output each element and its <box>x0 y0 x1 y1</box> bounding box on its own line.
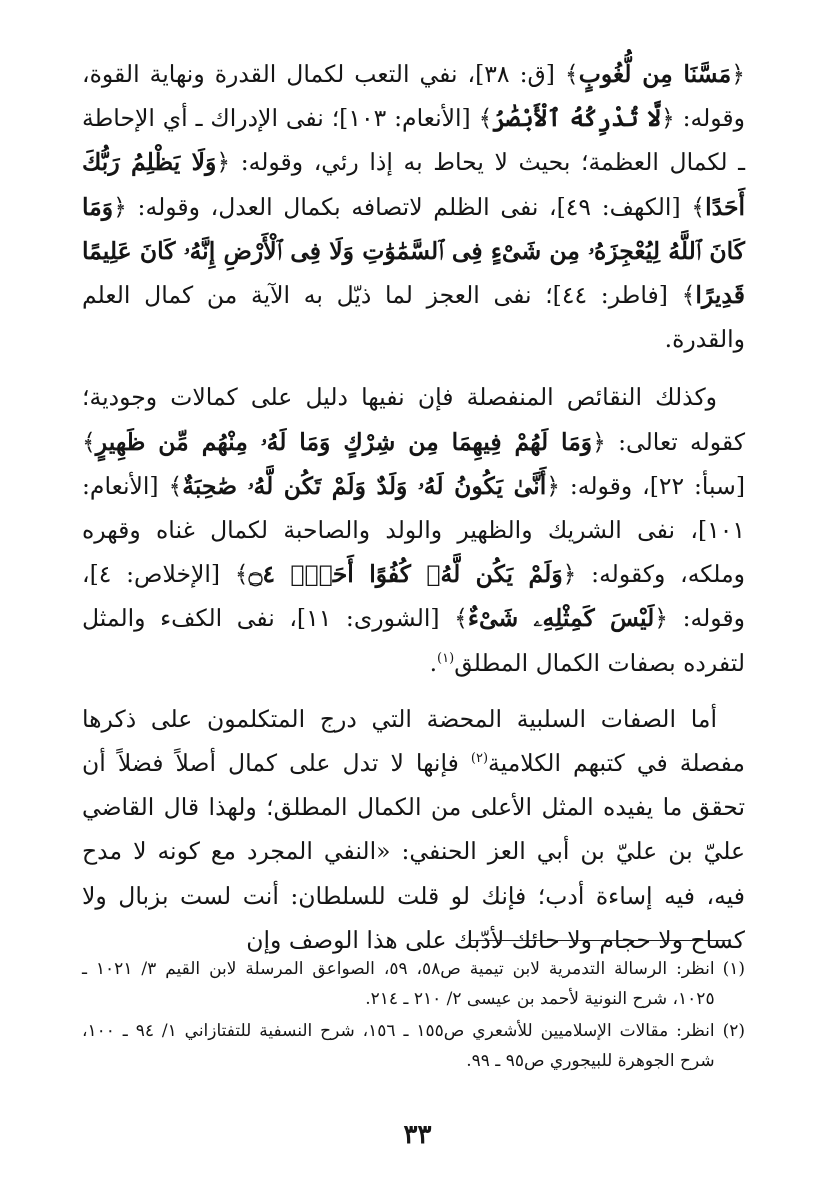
text-run: أما الصفات السلبية المحضة التي درج المتكلمون على ذكرها مفصلة في كتبهم الكلامية <box>82 704 745 778</box>
page-number: ٣٣ <box>403 1120 432 1150</box>
text-run: ﴾ [الكهف: ٤٩]، نفى الظلم لاتصافه بكمال العدل، وقوله: ﴿ <box>113 192 706 221</box>
page-body <box>82 52 745 962</box>
text-run: ﴾ [الأنعام: ١٠١]، نفى الشريك والظهير والولد والصاحبة لكمال غناه وقهره وملكه، وكقوله: ﴿ <box>82 471 745 589</box>
footnote-ref-2[interactable]: (٢) <box>470 751 489 767</box>
quran-verse: وَمَا لَهُمْ فِيهِمَا مِن شِرْكٍ وَمَا لَهُۥ مِنْهُم مِّن ظَهِيرٍ <box>95 427 593 456</box>
footnote-text: انظر: مقالات الإسلاميين للأشعري ص١٥٥ ـ ١٥٦، شرح النسفية للتفتازاني ١/ ٩٤ ـ ١٠٠، شرح الجوهرة للبيجوري ص٩٥ ـ ٩٩. <box>82 1021 715 1071</box>
footnote-number: (٢) <box>722 1021 745 1041</box>
footnote-number: (١) <box>722 959 745 979</box>
quran-verse: لَيْسَ كَمِثْلِهِۦ شَىْءٌ <box>467 604 655 633</box>
footnote-1 <box>82 954 745 1014</box>
paragraph-1 <box>82 52 745 361</box>
text-run: ﴾ [ق: ٣٨]، نفي التعب لكمال القدرة ونهاية القوة، وقوله: ﴿ <box>82 60 746 133</box>
text-run: فإنها لا تدل على كمال أصلاً فضلاً أن تحقق ما يفيده المثل الأعلى من الكمال المطلق؛ ولهذا قال القاضي عليّ بن عليّ بن أبي العز الحنفي: «النفي المجرد مع كونه لا مدح فيه، فيه إساءة أدب؛ فإنك لو قلت للسلطان: أنت لست بزبال ولا كساح ولا حجام ولا حائك لأدّبك على هذا الوصف وإن <box>82 749 745 954</box>
paragraph-2 <box>82 375 745 684</box>
footnote-text: انظر: الرسالة التدمرية لابن تيمية ص٥٨، ٥٩، الصواعق المرسلة لابن القيم ٣/ ١٠٢١ ـ ١٠٢٥، شرح النونية لأحمد بن عيسى ٢/ ٢١٠ ـ ٢١٤. <box>82 959 715 1009</box>
quran-verse: مَسَّنَا مِن لُّغُوبٍ <box>578 60 732 88</box>
quran-verse: وَلَمْ يَكُن لَّهُۥ كُفُوًا أَحَدٌۢ ۝٤ <box>248 560 563 589</box>
quran-verse: وَمَا كَانَ ٱللَّهُ لِيُعْجِزَهُۥ مِن شَىْءٍ فِى ٱلسَّمَٰوَٰتِ وَلَا فِى ٱلْأَرْضِ إِنَّهُۥ كَانَ عَلِيمًا قَدِيرًا <box>82 192 745 310</box>
quran-verse: أَنَّىٰ يَكُونُ لَهُۥ وَلَدٌ وَلَمْ تَكُن لَّهُۥ صَٰحِبَةٌ <box>182 471 547 500</box>
footnote-ref-1[interactable]: (١) <box>437 650 455 666</box>
text-run: ﴾ [فاطر: ٤٤]؛ نفى العجز لما ذيّل به الآية من كمال العلم والقدرة. <box>82 281 745 354</box>
footnote-divider <box>471 940 731 941</box>
footnotes <box>82 954 745 1078</box>
text-run: ﴾ [الإخلاص: ٤]، وقوله: ﴿ <box>82 560 746 633</box>
quran-verse: وَلَا يَظْلِمُ رَبُّكَ أَحَدًا <box>82 148 745 221</box>
text-run: . <box>429 648 438 677</box>
quran-bracket-open: ﴿ <box>731 60 746 88</box>
quran-verse: لَّا تُدْرِكُهُ ٱلْأَبْصَٰرُ <box>492 104 661 133</box>
text-run: ﴾ [الشورى: ١١]، نفى الكفء والمثل لتفرده بصفات الكمال المطلق <box>82 604 745 677</box>
footnote-2 <box>82 1016 745 1076</box>
paragraph-3 <box>82 697 745 962</box>
text-run: وكذلك النقائص المنفصلة فإن نفيها دليل على كمالات وجودية؛ كقوله تعالى: ﴿ <box>82 383 746 456</box>
text-run: ﴾ [الأنعام: ١٠٣]؛ نفى الإدراك ـ أي الإحاطة ـ لكمال العظمة؛ بحيث لا يحاط به إذا رئي، وقوله: ﴿ <box>82 104 745 177</box>
text-run: ﴾ [سبأ: ٢٢]، وقوله: ﴿ <box>82 427 745 500</box>
